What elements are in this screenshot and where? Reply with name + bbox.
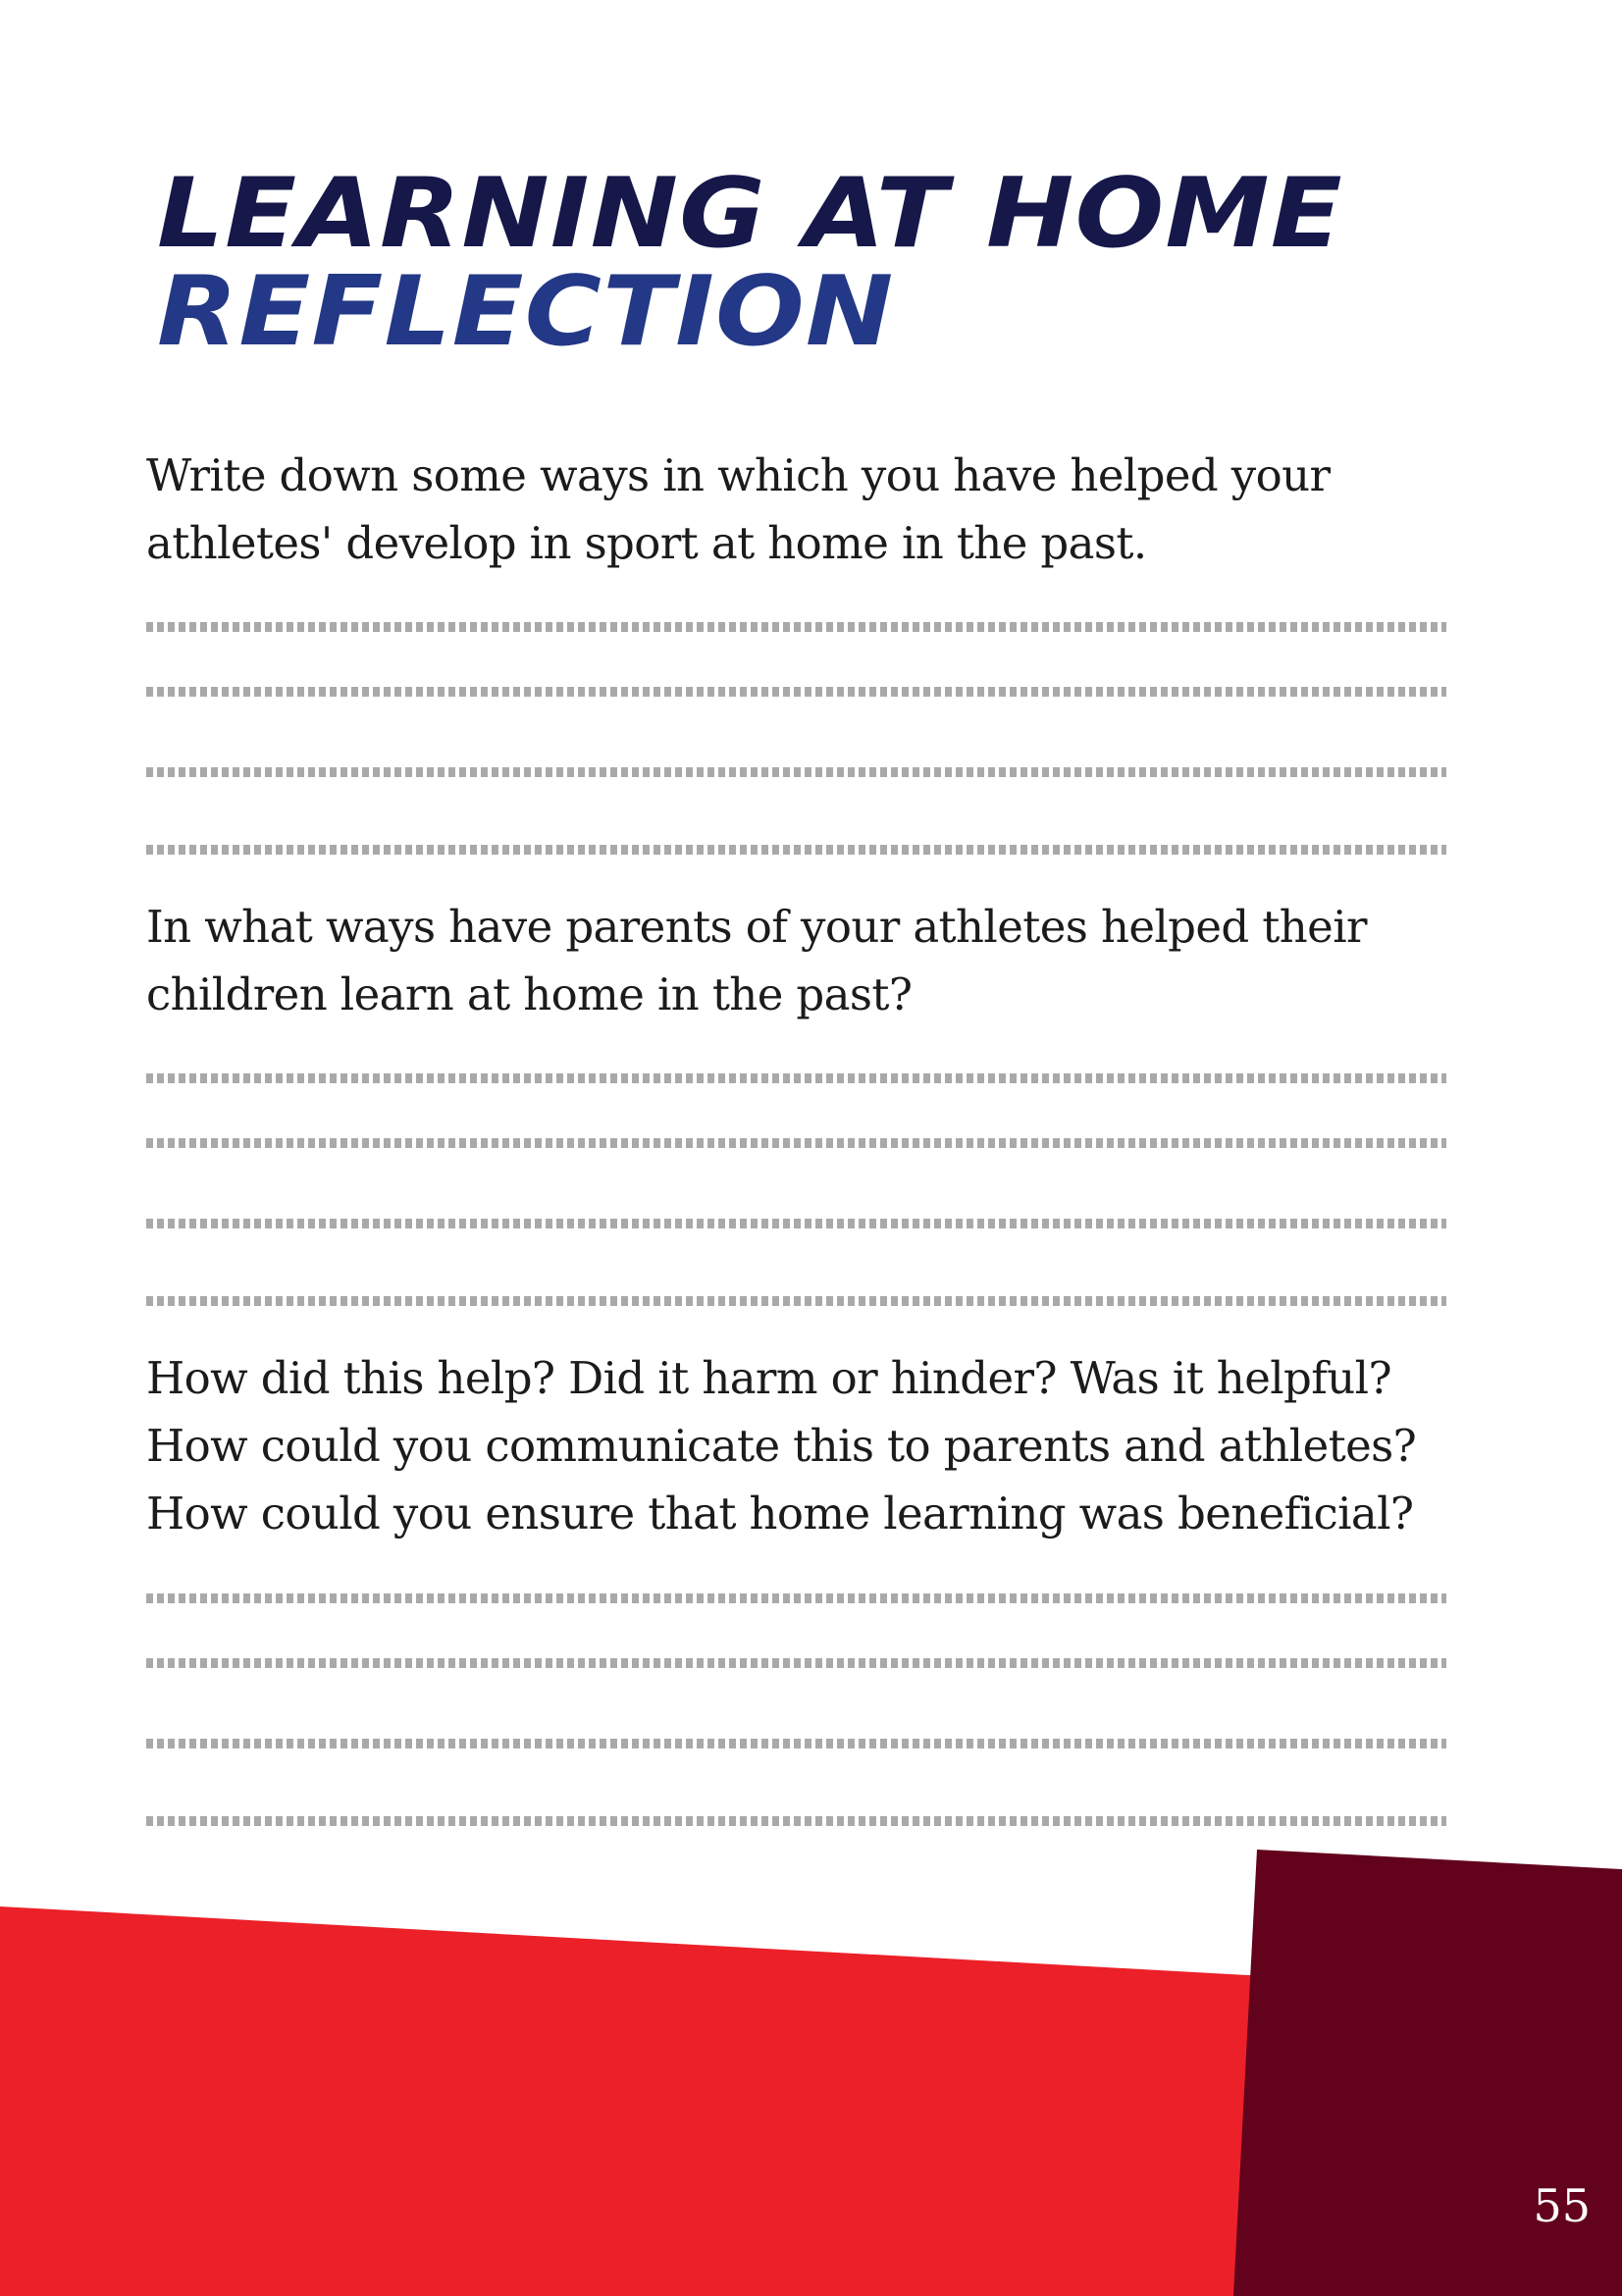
red-banner-shape — [0, 1906, 1266, 2296]
prompt-line: How could you communicate this to parents and athletes? — [146, 1420, 1417, 1472]
title-line-1: LEARNING AT HOME — [157, 158, 1343, 270]
prompt-line: children learn at home in the past? — [146, 968, 913, 1020]
prompt-line: athletes' develop in sport at home in the past. — [146, 517, 1147, 569]
prompt-line: Write down some ways in which you have helped your — [146, 449, 1331, 501]
page-number: 55 — [1533, 2179, 1591, 2232]
prompt-line: How could you ensure that home learning was beneficial? — [146, 1487, 1414, 1539]
prompt-line: How did this help? Did it harm or hinder? Was it helpful? — [146, 1352, 1391, 1404]
prompt-line: In what ways have parents of your athletes helped their — [146, 901, 1367, 953]
title-line-2: REFLECTION — [157, 256, 895, 368]
